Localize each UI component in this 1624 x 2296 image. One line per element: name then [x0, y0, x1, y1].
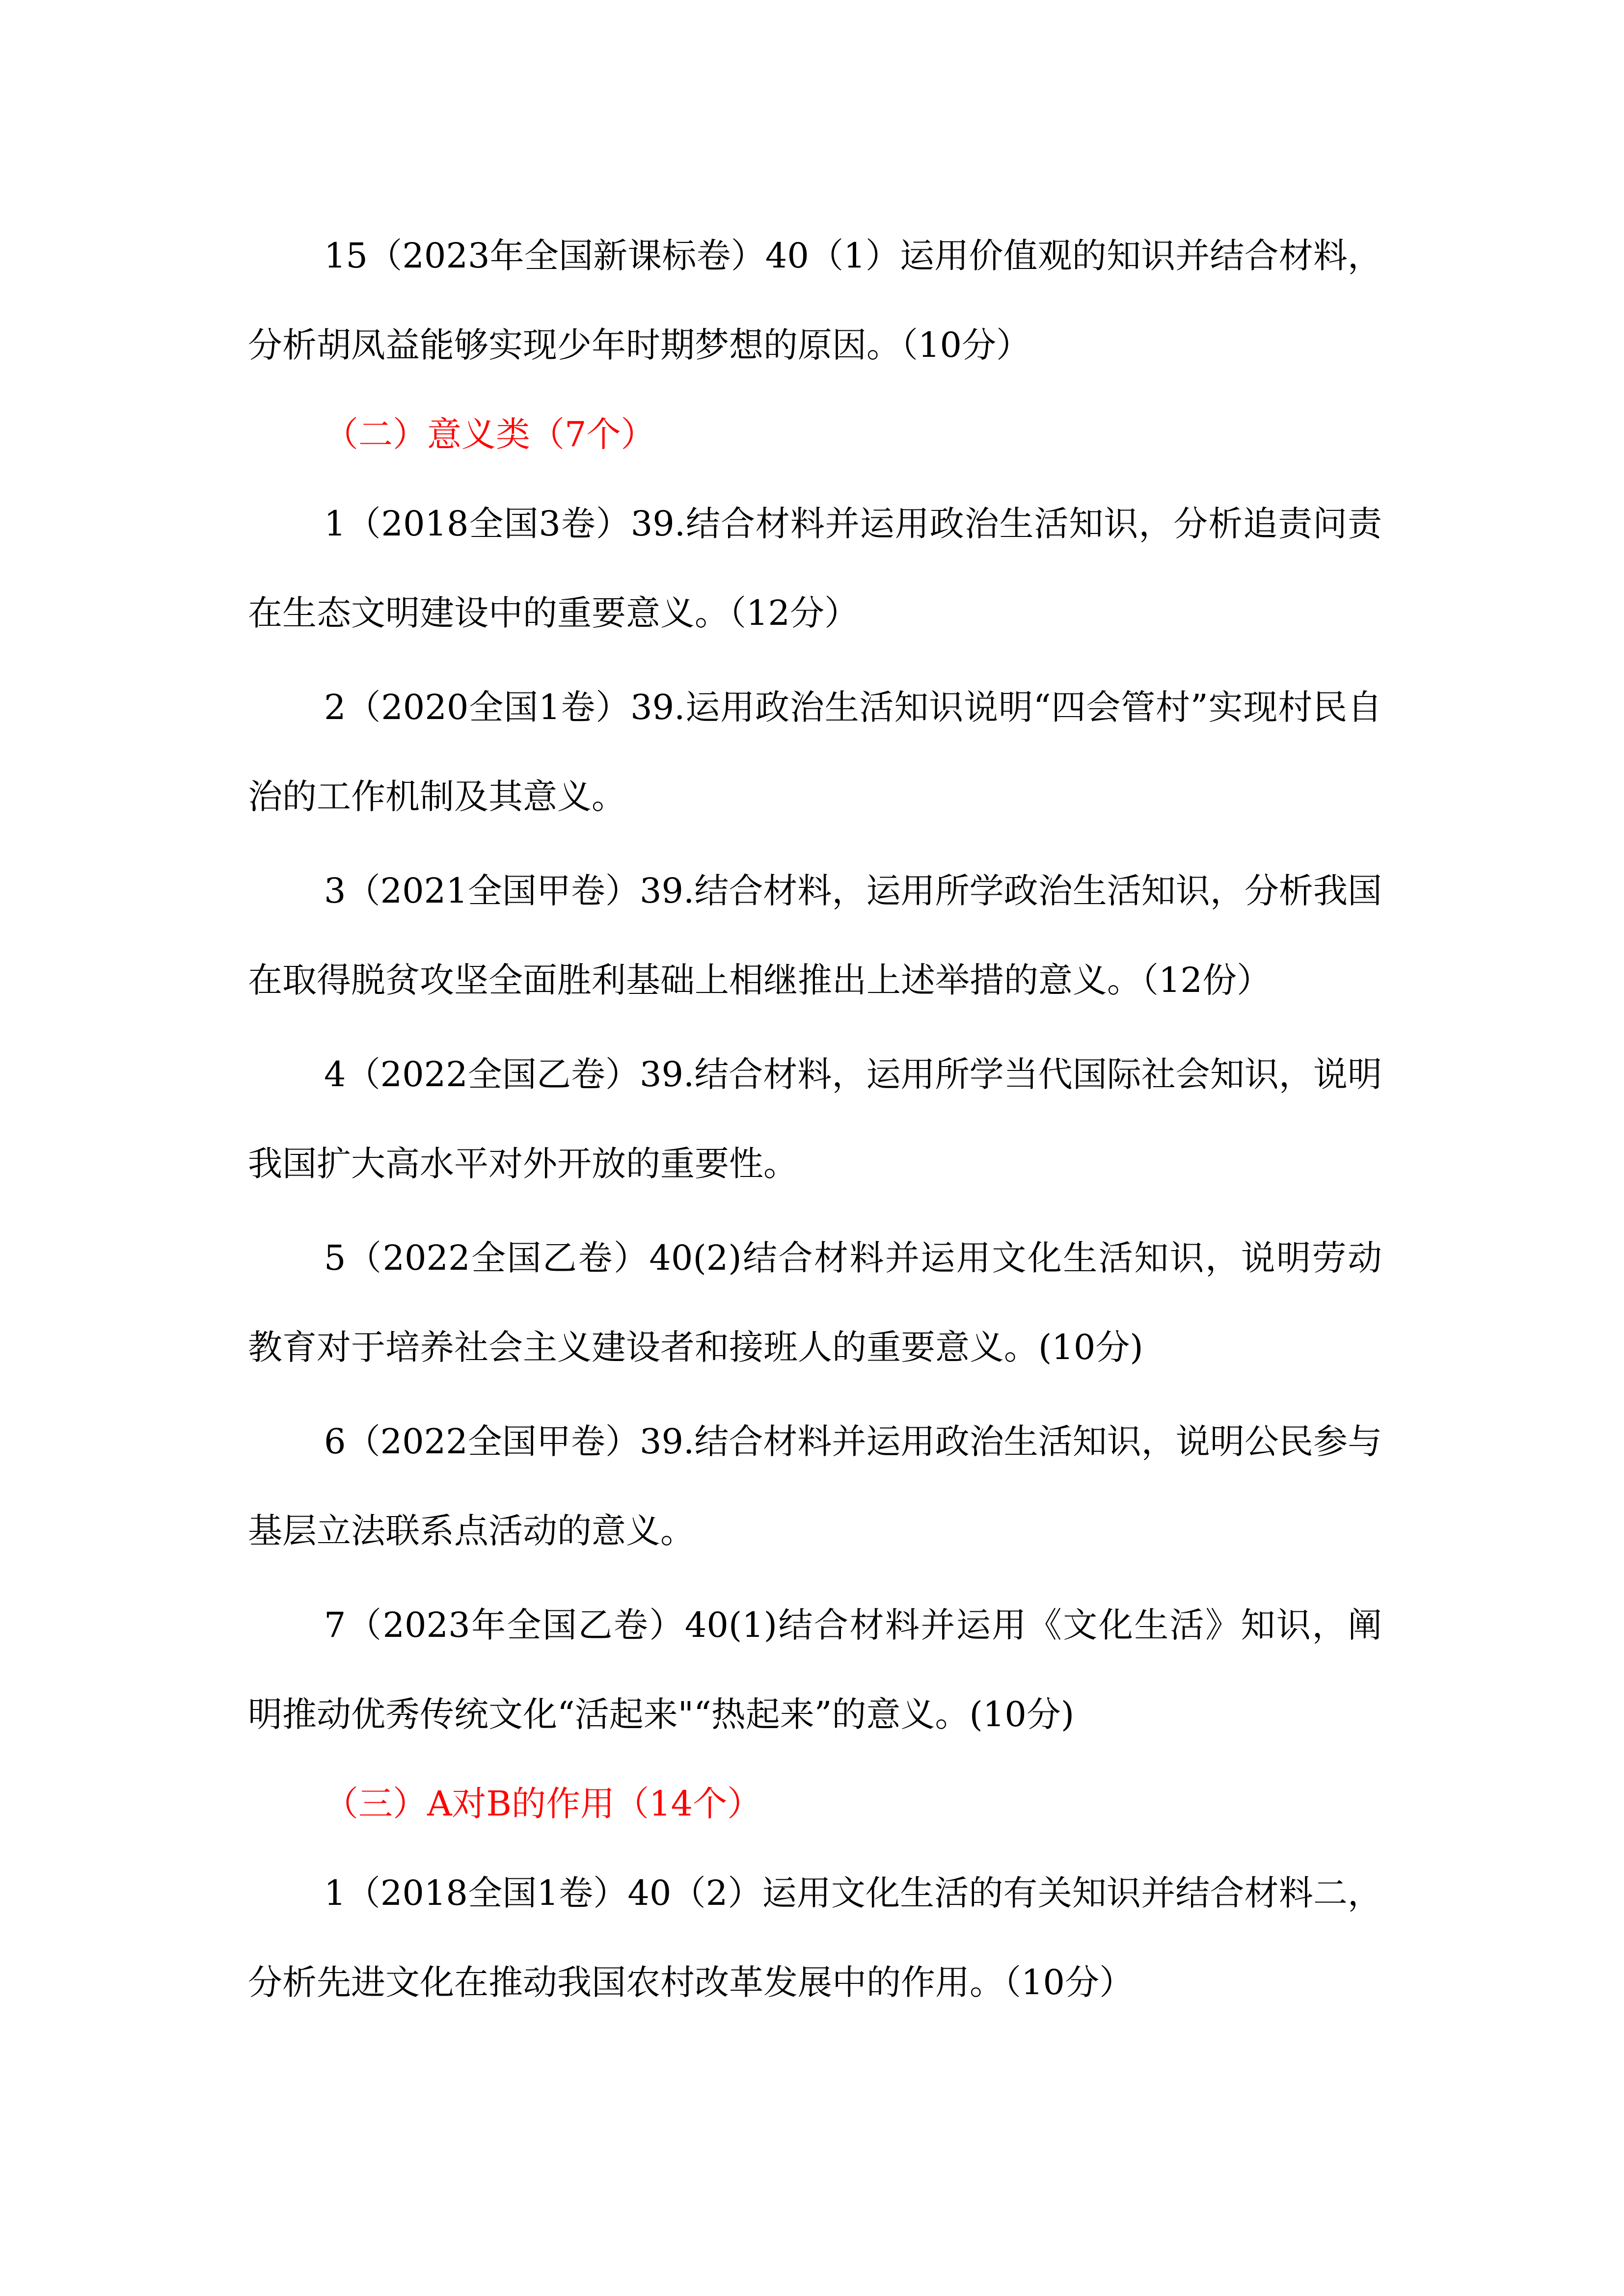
- document-body: [248, 211, 1382, 2027]
- question-5-labor-education: 5（2022全国乙卷）40(2)结合材料并运用文化生活知识，说明劳动教育对于培养社会主义建设者和接班人的重要意义。(10分): [248, 1238, 1382, 1367]
- question-6-legislation-contact: 6（2022全国甲卷）39.结合材料并运用政治生活知识，说明公民参与基层立法联系点活动的意义。: [248, 1421, 1382, 1551]
- question-2-village-governance: 2（2020全国1卷）39.运用政治生活知识说明“四会管村”实现村民自治的工作机制及其意义。: [248, 687, 1382, 817]
- question-3-poverty-measures: 3（2021全国甲卷）39.结合材料，运用所学政治生活知识，分析我国在取得脱贫攻坚全面胜利基础上相继推出上述举措的意义。（12份）: [248, 871, 1382, 1000]
- question-4-opening-up: 4（2022全国乙卷）39.结合材料，运用所学当代国际社会知识，说明我国扩大高水平对外开放的重要性。: [248, 1054, 1382, 1184]
- section-heading-a-to-b-role: （三）A对B的作用（14个）: [324, 1784, 762, 1824]
- question-7-traditional-culture: 7（2023年全国乙卷）40(1)结合材料并运用《文化生活》知识，阐明推动优秀传统文化“活起来"“热起来”的意义。(10分): [248, 1605, 1382, 1735]
- section-heading-significance: （二）意义类（7个）: [324, 414, 655, 454]
- question-15-value-dream: 15（2023年全国新课标卷）40（1）运用价值观的知识并结合材料，分析胡凤益能够实现少年时期梦想的原因。（10分）: [248, 236, 1382, 365]
- question-1-accountability: 1（2018全国3卷）39.结合材料并运用政治生活知识，分析追责问责在生态文明建设中的重要意义。（12分）: [248, 504, 1382, 633]
- question-1-advanced-culture: 1（2018全国1卷）40（2）运用文化生活的有关知识并结合材料二，分析先进文化在推动我国农村改革发展中的作用。（10分）: [248, 1873, 1382, 2002]
